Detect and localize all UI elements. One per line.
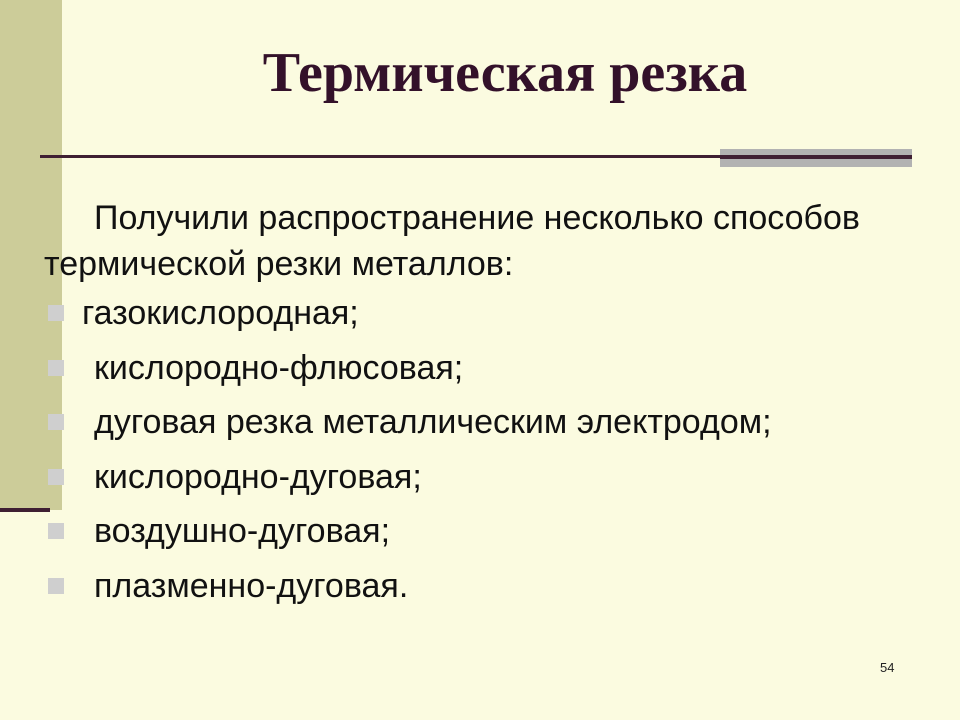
list-item [44, 508, 914, 563]
list-item-text: плазменно-дуговая. [94, 566, 409, 605]
square-bullet-icon [48, 578, 64, 594]
list-item [44, 290, 914, 345]
bullet-list [44, 290, 914, 617]
intro-text: Получили распространение несколько способов термической резки металлов: [44, 199, 860, 283]
list-item-text: кислородно-дуговая; [94, 457, 422, 496]
list-item-text: газокислородная; [82, 294, 359, 332]
page-number: 54 [880, 660, 895, 675]
list-item [44, 399, 914, 454]
list-item-text: дуговая резка металлическим электродом; [94, 403, 772, 441]
square-bullet-icon [48, 360, 64, 376]
title-divider-accent-line [720, 155, 912, 159]
slide-title: Термическая резка [262, 42, 748, 104]
square-bullet-icon [48, 305, 64, 321]
list-item [44, 454, 914, 509]
list-item-text: воздушно-дуговая; [94, 512, 391, 550]
list-item-text: кислородно-флюсовая; [94, 348, 464, 387]
square-bullet-icon [48, 469, 64, 485]
list-item [44, 563, 914, 618]
square-bullet-icon [48, 414, 64, 430]
left-decor-line [0, 508, 50, 512]
square-bullet-icon [48, 523, 64, 539]
list-item [44, 345, 914, 400]
